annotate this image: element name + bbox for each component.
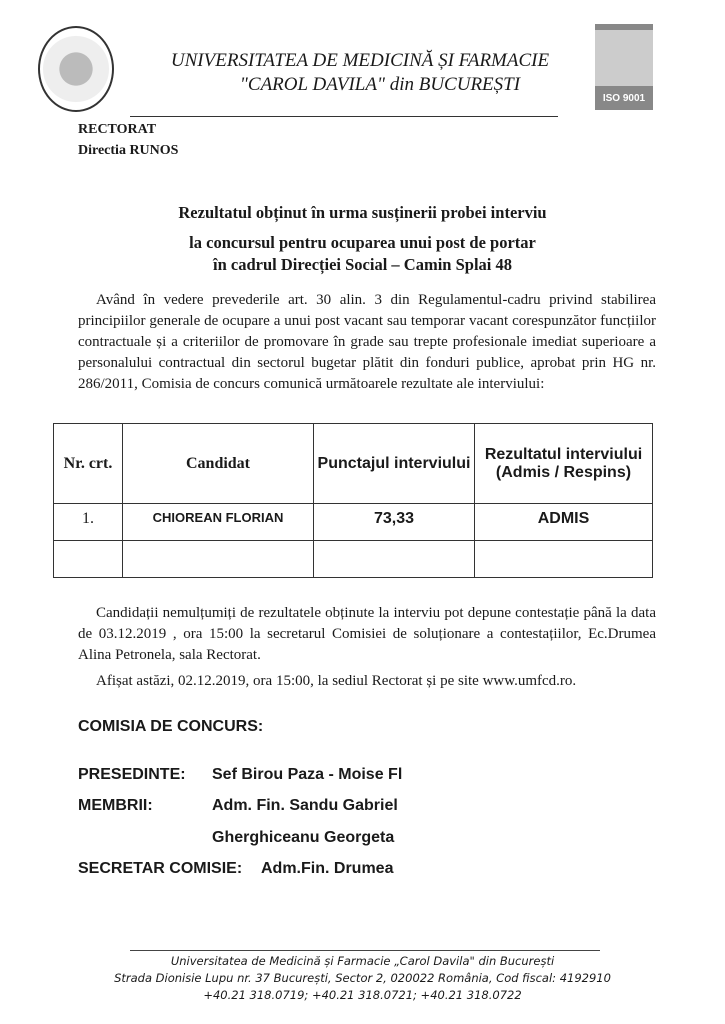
membru-name: Adm. Fin. Sandu Gabriel	[212, 797, 398, 814]
col-header: Nr. crt.	[54, 424, 123, 504]
table-row	[54, 504, 653, 541]
intro-paragraph: Având în vedere prevederile art. 30 alin. 3 din Regulamentul-cadru privind stabilirea principiilor generale de ocupare a unui post vacant sau temporar vacant corespunzător funcțiilor contractuale și a criteriilor de promovare în grade sau trepte profesionale imediat superioare a personalului contractual din sectorul bugetar plătit din fonduri publice, aprobat prin HG nr. 286/2011, Comisia de concurs comunică următoarele rezultate ale interviului:	[78, 292, 656, 392]
secretar-name: Adm.Fin. Drumea	[261, 860, 394, 877]
department: RECTORAT	[78, 122, 157, 137]
presedinte-label: PRESEDINTE:	[78, 766, 186, 783]
footer	[60, 953, 665, 1004]
cell-rezultat: ADMIS	[475, 504, 653, 541]
results-table	[53, 423, 653, 578]
footer-phones: +40.21 318.0719; +40.21 318.0721; +40.21 318.0722	[203, 988, 522, 1002]
cell-punctaj: 73,33	[314, 504, 475, 541]
col-header: Rezultatul interviului (Admis / Respins)	[475, 424, 653, 504]
sub-department: Directia RUNOS	[78, 143, 179, 158]
footer-address: Strada Dionisie Lupu nr. 37 București, Sector 2, 020022 România, Cod fiscal: 4192910	[114, 971, 611, 985]
iso-certification-logo: ISO 9001	[595, 24, 653, 110]
col-header: Punctajul interviului	[314, 424, 475, 504]
table-header-row	[54, 424, 653, 504]
doc-title-line3: în cadrul Direcției Social – Camin Splai 48	[213, 255, 512, 274]
col-header: Candidat	[123, 424, 314, 504]
footer-line: Universitatea de Medicină și Farmacie „Carol Davila" din București	[170, 954, 555, 968]
header-divider	[130, 116, 558, 117]
commission-heading: COMISIA DE CONCURS:	[78, 718, 264, 735]
university-name-line2: "CAROL DAVILA" din BUCUREȘTI	[239, 74, 521, 95]
university-name: UNIVERSITATEA DE MEDICINĂ ȘI FARMACIE	[170, 50, 550, 71]
cell-nr: 1.	[54, 504, 123, 541]
contest-paragraph: Candidații nemulțumiți de rezultatele obținute la interviu pot depune contestație până la data de 03.12.2019 , ora 15:00 la secretarul Comisiei de soluționare a contestațiilor, Ec.Drumea Alina Petronela, sala Rectorat.	[78, 605, 656, 663]
footer-divider	[130, 950, 600, 951]
cell-candidat: CHIOREAN FLORIAN	[123, 504, 314, 541]
doc-title-line2: la concursul pentru ocuparea unui post de portar	[189, 233, 536, 252]
secretar-label: SECRETAR COMISIE:	[78, 860, 243, 877]
membrii-label: MEMBRII:	[78, 797, 153, 814]
posted-paragraph: Afișat astăzi, 02.12.2019, ora 15:00, la sediul Rectorat și pe site www.umfcd.ro.	[96, 673, 577, 689]
university-seal-logo	[38, 26, 114, 112]
table-row-empty	[54, 541, 653, 578]
membru-name: Gherghiceanu Georgeta	[212, 829, 395, 846]
doc-title: Rezultatul obținut în urma susținerii probei interviu	[178, 203, 547, 222]
presedinte-name: Sef Birou Paza - Moise Fl	[212, 766, 403, 783]
